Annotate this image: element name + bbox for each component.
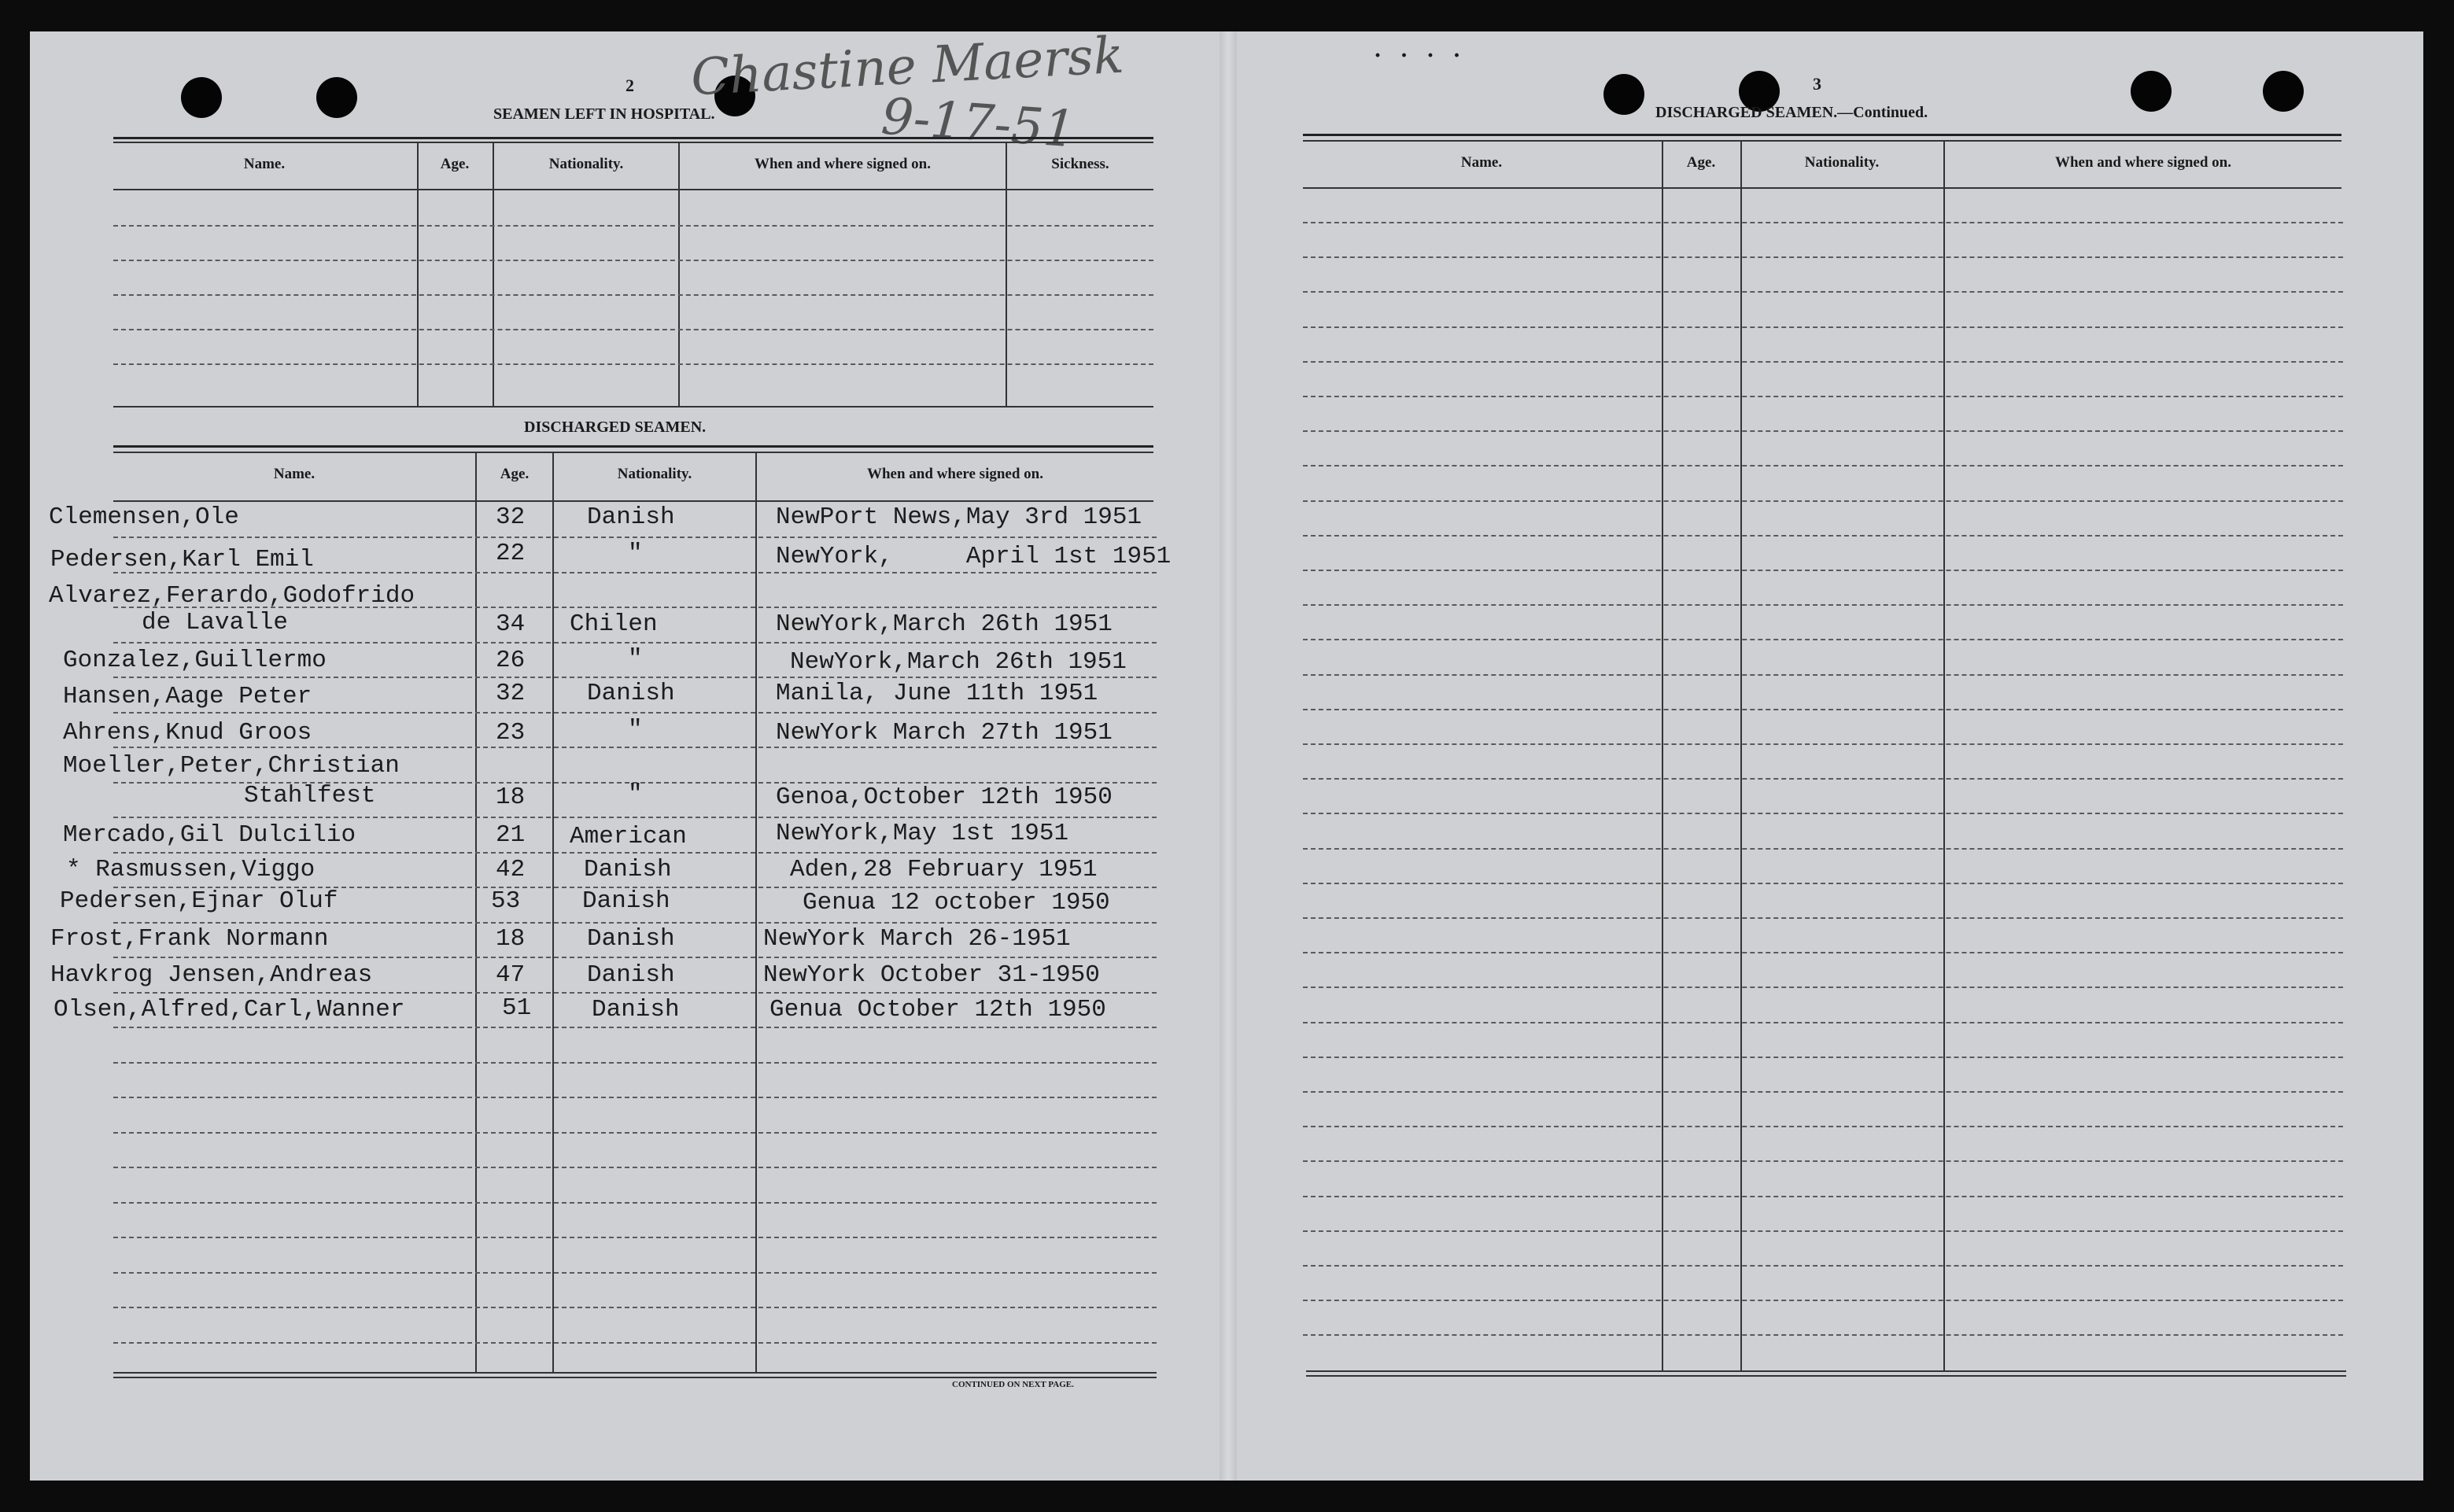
discharged-col-age: Age. bbox=[500, 466, 530, 482]
discharged-col-nationality: Nationality. bbox=[617, 466, 692, 482]
ledger-row-rule bbox=[113, 1342, 1157, 1344]
discharged-col-divider bbox=[755, 453, 757, 1372]
hospital-col-divider bbox=[493, 143, 494, 408]
entry-signed-on: NewPort News,May 3rd 1951 bbox=[776, 503, 1142, 531]
hospital-row-rule bbox=[113, 329, 1153, 330]
ledger-row-rule bbox=[1303, 570, 2343, 571]
right-section-title: DISCHARGED SEAMEN.—Continued. bbox=[1655, 104, 1928, 121]
discharged-col-name: Name. bbox=[273, 466, 316, 482]
hospital-table-top-rule bbox=[113, 142, 1153, 143]
ledger-row-rule bbox=[113, 1237, 1157, 1238]
hospital-table-top-rule bbox=[113, 137, 1153, 139]
entry-name: Hansen,Aage Peter bbox=[63, 683, 312, 710]
entry-signed-on: Genoa,October 12th 1950 bbox=[776, 784, 1113, 811]
ledger-row-rule bbox=[1303, 778, 2343, 780]
ledger-row-rule bbox=[1303, 1334, 2343, 1336]
entry-age: 22 bbox=[496, 540, 526, 567]
ledger-row-rule bbox=[1303, 986, 2343, 988]
entry-name: Moeller,Peter,Christian bbox=[63, 752, 400, 780]
handwritten-ship-name: Chastine Maersk bbox=[689, 26, 1126, 108]
ledger-row-rule bbox=[113, 852, 1157, 854]
hospital-col-divider bbox=[417, 143, 419, 408]
page-number-right: 3 bbox=[1813, 74, 1821, 94]
entry-nationality: American bbox=[570, 823, 687, 850]
ledger-row-rule bbox=[1303, 674, 2343, 676]
entry-name-line2: Stahlfest bbox=[244, 782, 376, 809]
ledger-row-rule bbox=[113, 957, 1157, 958]
entry-name: Ahrens,Knud Groos bbox=[63, 719, 312, 747]
ledger-row-rule bbox=[1303, 222, 2343, 223]
ledger-row-rule bbox=[113, 817, 1157, 818]
ledger-row-rule bbox=[1303, 361, 2343, 363]
ledger-row-rule bbox=[1303, 1230, 2343, 1232]
right-table-bottom-rule bbox=[1306, 1370, 2346, 1372]
entry-nationality: Danish bbox=[587, 961, 675, 989]
ledger-row-rule bbox=[113, 1167, 1157, 1168]
entry-nationality: Danish bbox=[592, 996, 680, 1023]
ledger-row-rule bbox=[1303, 917, 2343, 919]
hospital-row-rule bbox=[113, 294, 1153, 296]
entry-name-line2: de Lavalle bbox=[142, 609, 289, 636]
punch-hole bbox=[181, 77, 222, 118]
entry-nationality: " bbox=[628, 540, 643, 567]
ledger-row-rule bbox=[1303, 1265, 2343, 1267]
handwritten-date: 9-17-51 bbox=[879, 87, 1078, 160]
entry-name: Clemensen,Ole bbox=[49, 503, 239, 531]
entry-signed-on: Genua 12 october 1950 bbox=[803, 889, 1110, 916]
entry-signed-on: Manila, June 11th 1951 bbox=[776, 680, 1098, 707]
ledger-row-rule bbox=[1303, 1091, 2343, 1093]
discharged-col-divider bbox=[552, 453, 554, 1372]
ledger-row-rule bbox=[1303, 535, 2343, 537]
ledger-row-rule bbox=[1303, 883, 2343, 884]
entry-signed-on: NewYork,March 26th 1951 bbox=[776, 610, 1113, 638]
ledger-row-rule bbox=[1303, 848, 2343, 850]
ledger-row-rule bbox=[113, 1062, 1157, 1064]
entry-nationality: Danish bbox=[584, 856, 672, 883]
entry-signed-on: NewYork October 31-1950 bbox=[763, 961, 1100, 989]
entry-age: 21 bbox=[496, 821, 526, 849]
ledger-row-rule bbox=[1303, 396, 2343, 397]
entry-age: 53 bbox=[491, 887, 521, 915]
discharged-col-divider bbox=[475, 453, 477, 1372]
entry-signed-on: NewYork,March 26th 1951 bbox=[790, 648, 1127, 676]
hospital-table-bottom-rule bbox=[113, 406, 1153, 408]
entry-age: 42 bbox=[496, 856, 526, 883]
entry-name: Olsen,Alfred,Carl,Wanner bbox=[54, 996, 405, 1023]
right-col-age: Age. bbox=[1686, 154, 1716, 171]
ledger-row-rule bbox=[113, 1202, 1157, 1204]
ledger-row-rule bbox=[1303, 1126, 2343, 1127]
hospital-col-divider bbox=[1006, 143, 1007, 408]
ledger-row-rule bbox=[113, 1097, 1157, 1098]
right-table-bottom-rule bbox=[1306, 1375, 2346, 1377]
ledger-row-rule bbox=[113, 922, 1157, 924]
entry-nationality: " bbox=[628, 780, 643, 808]
hospital-col-age: Age. bbox=[440, 156, 470, 172]
page-number-left: 2 bbox=[625, 76, 634, 95]
entry-name: Havkrog Jensen,Andreas bbox=[50, 961, 373, 989]
ledger-row-rule bbox=[113, 712, 1157, 714]
entry-signed-on: NewYork March 27th 1951 bbox=[776, 719, 1113, 747]
discharged-section-title: DISCHARGED SEAMEN. bbox=[524, 419, 707, 436]
ledger-row-rule bbox=[113, 747, 1157, 748]
ledger-row-rule bbox=[1303, 709, 2343, 710]
right-col-nationality: Nationality. bbox=[1804, 154, 1880, 171]
discharged-table-bottom-rule bbox=[113, 1372, 1157, 1374]
entry-nationality: " bbox=[628, 645, 643, 673]
hospital-col-signed-on: When and where signed on. bbox=[754, 156, 931, 172]
entry-name: Alvarez,Ferardo,Godofrido bbox=[49, 582, 415, 610]
ledger-row-rule bbox=[113, 642, 1157, 644]
ledger-row-rule bbox=[113, 1272, 1157, 1274]
right-table-top-rule bbox=[1303, 140, 2341, 142]
ledger-row-rule bbox=[113, 992, 1157, 994]
hospital-col-divider bbox=[678, 143, 680, 408]
ledger-row-rule bbox=[113, 1307, 1157, 1308]
entry-age: 32 bbox=[496, 680, 526, 707]
right-table-top-rule bbox=[1303, 134, 2341, 136]
discharged-table-top-rule bbox=[113, 452, 1153, 453]
entry-name: * Rasmussen,Viggo bbox=[66, 856, 316, 883]
discharged-col-signed-on: When and where signed on. bbox=[866, 466, 1043, 482]
ledger-row-rule bbox=[1303, 1057, 2343, 1058]
entry-nationality: Chilen bbox=[570, 610, 658, 638]
ledger-row-rule bbox=[1303, 256, 2343, 258]
hospital-col-nationality: Nationality. bbox=[548, 156, 624, 172]
hospital-table-header-rule bbox=[113, 189, 1153, 190]
discharged-table-bottom-rule bbox=[113, 1377, 1157, 1378]
ledger-row-rule bbox=[1303, 1022, 2343, 1023]
hospital-row-rule bbox=[113, 363, 1153, 365]
punch-hole bbox=[1603, 74, 1644, 115]
ledger-row-rule bbox=[1303, 1160, 2343, 1162]
right-col-name: Name. bbox=[1460, 154, 1503, 171]
ledger-row-rule bbox=[1303, 813, 2343, 814]
entry-nationality: Danish bbox=[587, 925, 675, 953]
hospital-col-sickness: Sickness. bbox=[1051, 156, 1109, 172]
entry-signed-on: Aden,28 February 1951 bbox=[790, 856, 1098, 883]
ledger-row-rule bbox=[1303, 500, 2343, 502]
ledger-row-rule bbox=[113, 1132, 1157, 1134]
ledger-row-rule bbox=[113, 537, 1157, 538]
entry-signed-on: NewYork March 26-1951 bbox=[763, 925, 1071, 953]
ledger-row-rule bbox=[113, 677, 1157, 678]
entry-signed-on: NewYork,May 1st 1951 bbox=[776, 820, 1069, 847]
entry-age: 47 bbox=[496, 961, 526, 989]
ledger-row-rule bbox=[1303, 291, 2343, 293]
ledger-row-rule bbox=[1303, 604, 2343, 606]
entry-age: 18 bbox=[496, 784, 526, 811]
entry-name: Gonzalez,Guillermo bbox=[63, 647, 327, 674]
entry-signed-on: NewYork, April 1st 1951 bbox=[776, 543, 1172, 570]
hospital-section-title: SEAMEN LEFT IN HOSPITAL. bbox=[493, 105, 715, 123]
entry-name: Pedersen,Karl Emil bbox=[50, 546, 314, 573]
header-dots: · · · · bbox=[1374, 42, 1467, 68]
entry-nationality: " bbox=[628, 716, 643, 743]
entry-age: 26 bbox=[496, 647, 526, 674]
discharged-table-header-rule bbox=[113, 500, 1153, 502]
punch-hole bbox=[316, 77, 357, 118]
ledger-row-rule bbox=[113, 1027, 1157, 1028]
continued-note: CONTINUED ON NEXT PAGE. bbox=[952, 1380, 1074, 1389]
ledger-row-rule bbox=[1303, 1300, 2343, 1301]
punch-hole bbox=[2263, 71, 2304, 112]
entry-age: 23 bbox=[496, 719, 526, 747]
ledger-row-rule bbox=[1303, 326, 2343, 328]
entry-nationality: Danish bbox=[587, 503, 675, 531]
hospital-row-rule bbox=[113, 260, 1153, 261]
discharged-table-top-rule bbox=[113, 445, 1153, 448]
entry-age: 32 bbox=[496, 503, 526, 531]
entry-age: 51 bbox=[502, 994, 532, 1022]
hospital-col-name: Name. bbox=[243, 156, 286, 172]
entry-name: Pedersen,Ejnar Oluf bbox=[60, 887, 338, 915]
ledger-row-rule bbox=[1303, 430, 2343, 432]
ledger-row-rule bbox=[1303, 952, 2343, 953]
page-fold bbox=[1220, 31, 1237, 1481]
entry-nationality: Danish bbox=[582, 887, 670, 915]
entry-age: 34 bbox=[496, 610, 526, 638]
ledger-row-rule bbox=[1303, 465, 2343, 467]
ledger-row-rule bbox=[1303, 1196, 2343, 1197]
right-col-signed-on: When and where signed on. bbox=[2054, 154, 2231, 171]
right-table-header-rule bbox=[1303, 187, 2341, 189]
entry-age: 18 bbox=[496, 925, 526, 953]
punch-hole bbox=[2131, 71, 2172, 112]
entry-name: Frost,Frank Normann bbox=[50, 925, 329, 953]
hospital-row-rule bbox=[113, 225, 1153, 227]
ledger-row-rule bbox=[1303, 743, 2343, 745]
ledger-row-rule bbox=[1303, 639, 2343, 640]
entry-signed-on: Genua October 12th 1950 bbox=[769, 996, 1106, 1023]
entry-nationality: Danish bbox=[587, 680, 675, 707]
entry-name: Mercado,Gil Dulcilio bbox=[63, 821, 356, 849]
